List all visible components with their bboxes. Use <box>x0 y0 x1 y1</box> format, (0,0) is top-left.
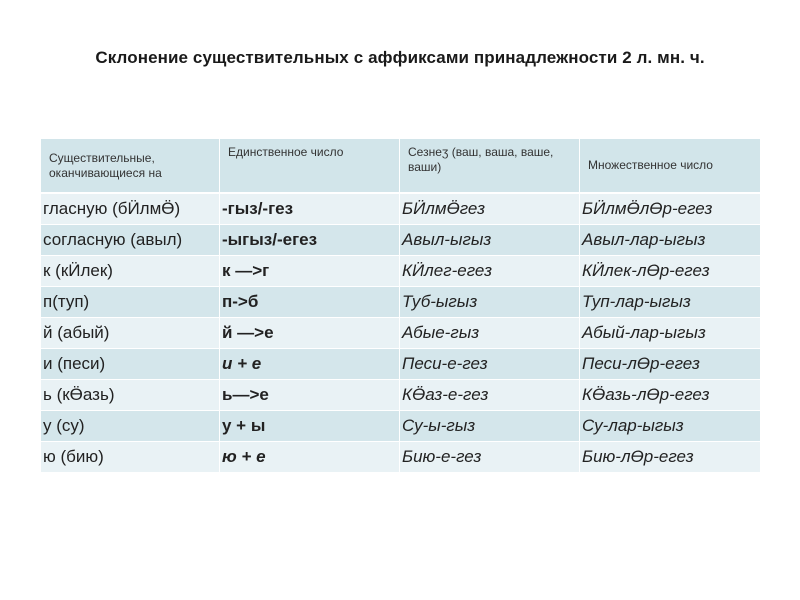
cell-ending: у (су) <box>41 411 220 442</box>
cell-plural: Туп-лар-ыгыз <box>580 287 761 318</box>
table-row <box>41 193 761 225</box>
cell-sezneg: Су-ы-гыз <box>400 411 580 442</box>
slide-title: Склонение существительных с аффиксами принадлежности 2 л. мн. ч. <box>95 48 705 67</box>
table-row <box>41 442 761 473</box>
table-row <box>41 225 761 256</box>
cell-plural: КӪазь-лӨр-егез <box>580 380 761 411</box>
cell-plural: БӤлмӪлӨр-егез <box>580 193 761 225</box>
cell-ending: и (песи) <box>41 349 220 380</box>
cell-singular: ь—>е <box>220 380 400 411</box>
cell-singular: й —>е <box>220 318 400 349</box>
cell-ending: гласную (бӤлмӪ) <box>41 193 220 225</box>
header-nouns-ending: Существительные, оканчивающиеся на <box>41 139 220 193</box>
cell-plural: Песи-лӨр-егез <box>580 349 761 380</box>
cell-sezneg: Туб-ыгыз <box>400 287 580 318</box>
cell-plural: Авыл-лар-ыгыз <box>580 225 761 256</box>
cell-ending: й (абый) <box>41 318 220 349</box>
cell-singular: -ыгыз/-егез <box>220 225 400 256</box>
cell-singular: у + ы <box>220 411 400 442</box>
header-sezneg: Сезнеӡ (ваш, ваша, ваше, ваши) <box>400 139 580 193</box>
cell-sezneg: Бию-е-гез <box>400 442 580 473</box>
header-plural: Множественное число <box>580 139 761 193</box>
cell-sezneg: БӤлмӪгез <box>400 193 580 225</box>
cell-plural: Бию-лӨр-егез <box>580 442 761 473</box>
cell-sezneg: Песи-е-гез <box>400 349 580 380</box>
cell-singular: -гыз/-гез <box>220 193 400 225</box>
cell-singular: п->б <box>220 287 400 318</box>
cell-ending: согласную (авыл) <box>41 225 220 256</box>
table-header-row <box>41 139 761 193</box>
cell-ending: ю (бию) <box>41 442 220 473</box>
table-row <box>41 318 761 349</box>
cell-sezneg: Абые-гыз <box>400 318 580 349</box>
cell-plural: КӤлек-лӨр-егез <box>580 256 761 287</box>
cell-sezneg: Авыл-ыгыз <box>400 225 580 256</box>
table-row <box>41 256 761 287</box>
declension-table <box>40 139 761 473</box>
cell-sezneg: КӪаз-е-гез <box>400 380 580 411</box>
cell-plural: Абый-лар-ыгыз <box>580 318 761 349</box>
cell-plural: Су-лар-ыгыз <box>580 411 761 442</box>
cell-ending: п(туп) <box>41 287 220 318</box>
cell-singular: к —>г <box>220 256 400 287</box>
table-row <box>41 380 761 411</box>
cell-ending: ь (кӪазь) <box>41 380 220 411</box>
cell-singular: ю + е <box>220 442 400 473</box>
cell-singular: и + е <box>220 349 400 380</box>
table-row <box>41 349 761 380</box>
table-row <box>41 287 761 318</box>
cell-ending: к (кӤлек) <box>41 256 220 287</box>
cell-sezneg: КӤлег-егез <box>400 256 580 287</box>
header-singular: Единственное число <box>220 139 400 193</box>
table-row <box>41 411 761 442</box>
